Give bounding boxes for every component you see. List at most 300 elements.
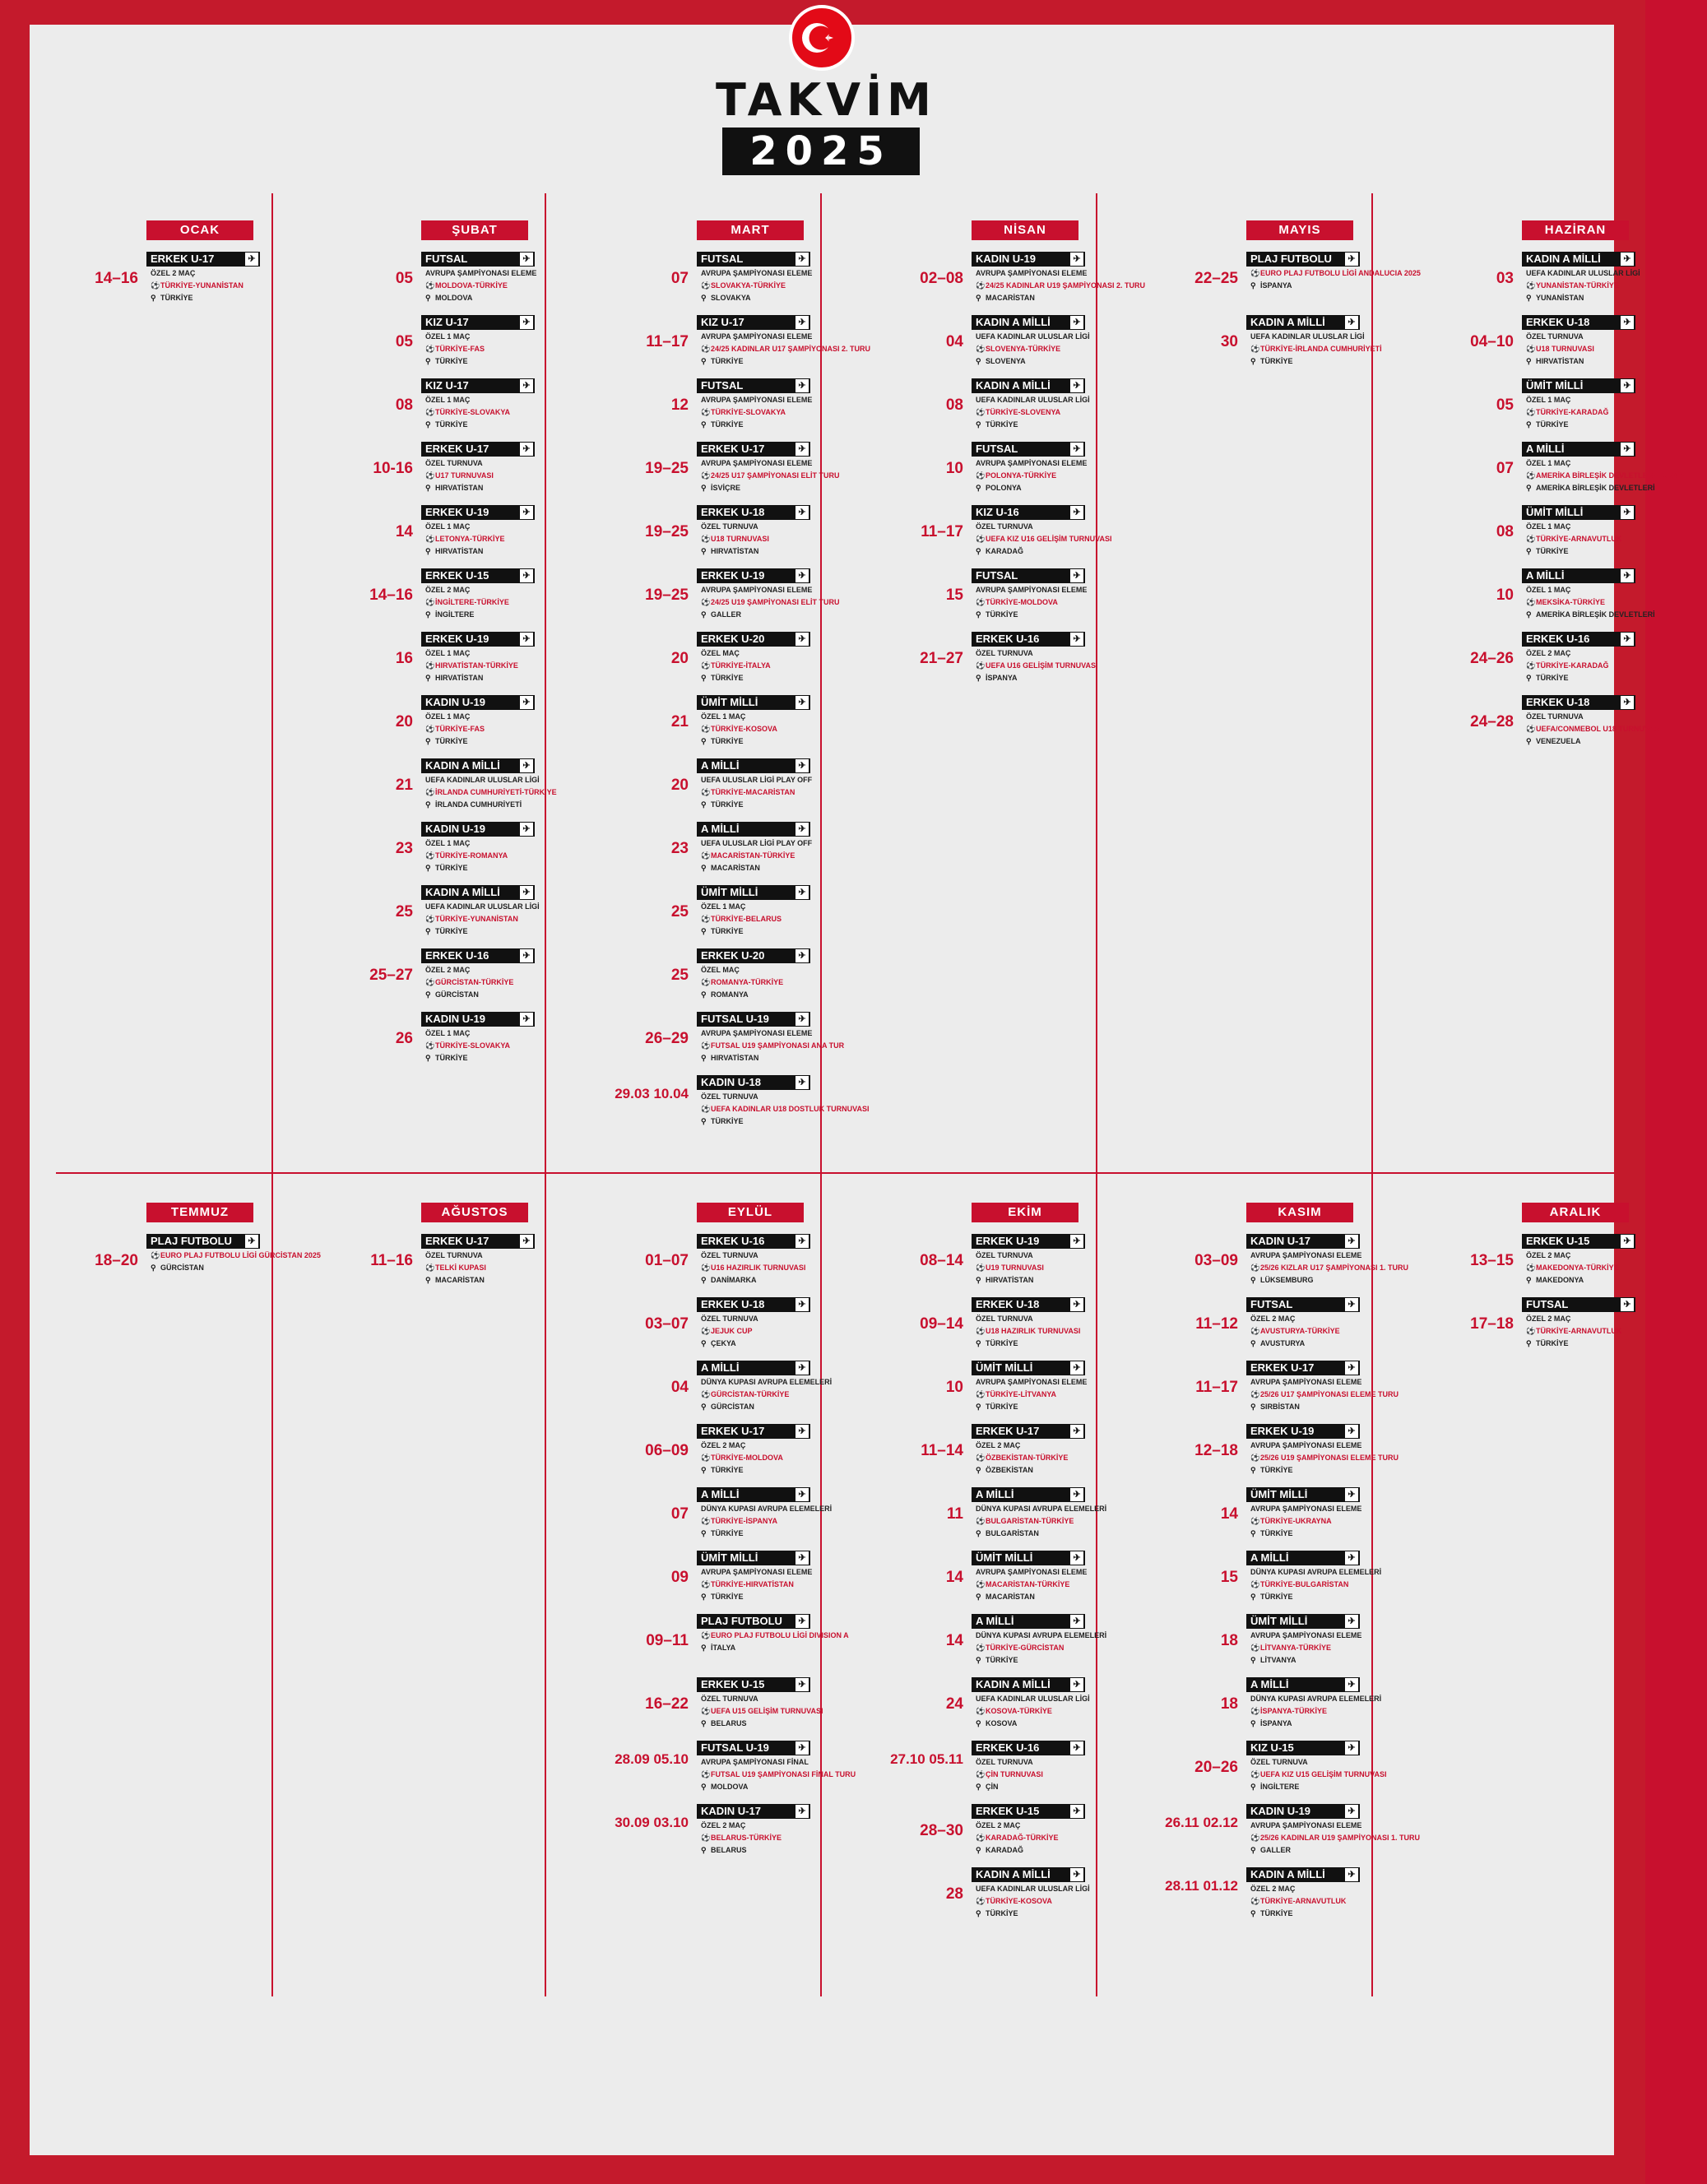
entry-date: 28	[945, 1885, 963, 1903]
venue-text	[976, 674, 1018, 683]
travel-icon: ✈	[1070, 569, 1083, 582]
entry-date: 01–07	[645, 1252, 689, 1269]
match-label: TÜRKİYE-İSPANYA	[711, 1517, 778, 1525]
row-divider	[56, 1172, 1614, 1174]
competition-text: AVRUPA ŞAMPİYONASI ELEME	[1250, 1821, 1362, 1829]
travel-icon: ✈	[245, 253, 258, 266]
match-label: 24/25 U17 ŞAMPİYONASI ELİT TURU	[711, 471, 840, 480]
team-name: KIZ U-17	[425, 379, 469, 392]
match-label: UEFA U15 GELİŞİM TURNUVASI	[711, 1707, 823, 1715]
team-label	[972, 1741, 1085, 1755]
travel-icon: ✈	[796, 1488, 809, 1501]
ball-icon: ⚽	[976, 1834, 986, 1842]
venue-text	[425, 927, 468, 936]
location-pin-icon: ⚲	[425, 420, 431, 429]
team-name: KADIN A MİLLİ	[976, 1678, 1051, 1690]
travel-icon: ✈	[796, 759, 809, 772]
travel-icon: ✈	[1070, 1361, 1083, 1375]
match-label: UEFA KIZ U15 GELİŞİM TURNUVASI	[1260, 1770, 1387, 1778]
competition-text: AVRUPA ŞAMPİYONASI ELEME	[701, 1029, 813, 1037]
venue-text	[425, 800, 522, 809]
venue-text	[1250, 1783, 1299, 1792]
team-name: ERKEK U-19	[976, 1235, 1040, 1247]
team-name: ÜMİT MİLLİ	[976, 1551, 1033, 1564]
calendar-entry	[331, 948, 606, 1011]
travel-icon: ✈	[796, 1361, 809, 1375]
location-pin-icon: ⚲	[976, 294, 981, 302]
match-label: YUNANİSTAN-TÜRKİYE	[1536, 281, 1619, 290]
entry-date: 24–26	[1470, 650, 1514, 667]
competition-text: ÖZEL 2 MAÇ	[1250, 1885, 1296, 1893]
location-pin-icon: ⚲	[425, 800, 431, 809]
ball-icon: ⚽	[425, 471, 435, 480]
team-name: ERKEK U-17	[701, 443, 765, 455]
entry-date: 14–16	[369, 587, 413, 604]
travel-icon: ✈	[520, 696, 533, 709]
team-name: FUTSAL	[976, 443, 1018, 455]
calendar-entry	[56, 252, 332, 314]
venue-label: TÜRKİYE	[986, 1909, 1018, 1917]
match-label: EURO PLAJ FUTBOLU LİGİ GÜRCİSTAN 2025	[160, 1251, 321, 1259]
calendar-entry	[881, 1361, 1157, 1423]
venue-label: TÜRKİYE	[1536, 547, 1569, 555]
match-label: 25/26 KIZLAR U17 ŞAMPİYONASI 1. TURU	[1260, 1264, 1409, 1272]
team-label	[1246, 1677, 1360, 1692]
team-label	[421, 948, 535, 963]
venue-text	[1526, 674, 1569, 683]
venue-text	[1526, 357, 1584, 366]
entry-date: 13–15	[1470, 1252, 1514, 1269]
venue-text	[701, 1529, 744, 1538]
competition-text: ÖZEL 2 MAÇ	[1526, 1315, 1571, 1323]
ball-icon: ⚽	[701, 1327, 711, 1335]
calendar-entry	[1156, 1677, 1431, 1740]
travel-icon: ✈	[1345, 316, 1358, 329]
ball-icon: ⚽	[425, 978, 435, 986]
venue-text	[425, 864, 468, 873]
location-pin-icon: ⚲	[425, 294, 431, 302]
location-pin-icon: ⚲	[151, 1264, 156, 1272]
competition-text: ÖZEL 1 MAÇ	[425, 522, 471, 531]
entry-date: 11–17	[921, 523, 963, 540]
team-label	[1522, 568, 1635, 583]
travel-icon: ✈	[796, 1298, 809, 1311]
team-label	[697, 1361, 810, 1375]
travel-icon: ✈	[1070, 1488, 1083, 1501]
team-name: FUTSAL	[701, 379, 744, 392]
ball-icon: ⚽	[701, 535, 711, 543]
location-pin-icon: ⚲	[976, 1339, 981, 1347]
ball-icon: ⚽	[151, 1251, 160, 1259]
match-text	[701, 661, 771, 670]
match-text	[1250, 1264, 1408, 1273]
ball-icon: ⚽	[701, 661, 711, 670]
location-pin-icon: ⚲	[701, 737, 707, 745]
team-label	[1246, 315, 1360, 330]
ball-icon: ⚽	[425, 1264, 435, 1272]
calendar-entry	[1431, 1297, 1707, 1360]
team-label	[972, 568, 1085, 583]
venue-text	[1250, 1909, 1293, 1918]
calendar-entry	[1156, 1741, 1431, 1803]
calendar-entry	[881, 1297, 1157, 1360]
venue-text	[976, 1783, 999, 1792]
venue-text	[976, 1593, 1035, 1602]
venue-text	[701, 420, 744, 429]
travel-icon: ✈	[1345, 1805, 1358, 1818]
team-name: A MİLLİ	[701, 759, 740, 772]
match-label: İRLANDA CUMHURİYETİ-TÜRKİYE	[435, 788, 557, 796]
competition-text: AVRUPA ŞAMPİYONASI ELEME	[701, 269, 813, 277]
team-label	[421, 378, 535, 393]
calendar-entry	[881, 1867, 1157, 1930]
venue-label: HIRVATİSTAN	[1536, 357, 1584, 365]
venue-label: GALLER	[711, 610, 741, 619]
ball-icon: ⚽	[1526, 598, 1536, 606]
venue-label: TÜRKİYE	[986, 1339, 1018, 1347]
venue-label: SIRBİSTAN	[1260, 1403, 1300, 1411]
calendar-entry	[1156, 315, 1431, 378]
venue-label: GALLER	[1260, 1846, 1291, 1854]
travel-icon: ✈	[1345, 1425, 1358, 1438]
match-text	[1250, 1770, 1387, 1779]
entry-date: 11–14	[921, 1442, 963, 1459]
competition-text: AVRUPA ŞAMPİYONASI ELEME	[701, 1568, 813, 1576]
venue-text	[701, 864, 760, 873]
entry-date: 10-16	[373, 460, 413, 477]
competition-text: ÖZEL 2 MAÇ	[976, 1821, 1021, 1829]
travel-icon: ✈	[796, 1425, 809, 1438]
venue-text	[701, 800, 744, 809]
calendar-entry	[881, 1677, 1157, 1740]
team-name: ERKEK U-17	[425, 443, 489, 455]
venue-label: KARADAĞ	[986, 1846, 1023, 1854]
match-label: TÜRKİYE-ARNAVUTLUK	[1536, 1327, 1622, 1335]
match-text	[701, 1707, 823, 1716]
match-text	[976, 535, 1112, 544]
team-label	[1246, 1487, 1360, 1502]
location-pin-icon: ⚲	[701, 674, 707, 682]
venue-text	[1250, 1593, 1293, 1602]
match-label: TÜRKİYE-ROMANYA	[435, 851, 508, 860]
entry-date: 08	[945, 396, 963, 414]
team-label	[1246, 1551, 1360, 1565]
calendar-entry	[331, 442, 606, 504]
travel-icon: ✈	[1621, 506, 1634, 519]
calendar-entry	[331, 1012, 606, 1074]
venue-label: TÜRKİYE	[435, 357, 468, 365]
team-name: ERKEK U-19	[701, 569, 765, 582]
venue-text	[701, 1403, 754, 1412]
team-name: ERKEK U-17	[701, 1425, 765, 1437]
venue-label: TÜRKİYE	[435, 420, 468, 429]
team-label	[972, 1551, 1085, 1565]
team-name: ERKEK U-16	[701, 1235, 765, 1247]
entry-date: 09–11	[646, 1632, 689, 1649]
team-name: ÜMİT MİLLİ	[1250, 1488, 1308, 1500]
competition-text: ÖZEL 1 MAÇ	[425, 1029, 471, 1037]
venue-label: TÜRKİYE	[711, 1529, 744, 1537]
entry-date: 26	[395, 1030, 413, 1047]
entry-date: 24	[945, 1695, 963, 1713]
location-pin-icon: ⚲	[1526, 1339, 1532, 1347]
entry-date: 06–09	[645, 1442, 689, 1459]
team-label	[421, 1234, 535, 1249]
team-name: ERKEK U-15	[976, 1805, 1040, 1817]
calendar-entry	[606, 1361, 882, 1423]
competition-text: ÖZEL 1 MAÇ	[425, 396, 471, 404]
location-pin-icon: ⚲	[976, 484, 981, 492]
competition-text: AVRUPA ŞAMPİYONASI FİNAL	[701, 1758, 809, 1766]
venue-text	[425, 357, 468, 366]
match-label: U18 TURNUVASI	[1536, 345, 1594, 353]
match-text	[701, 1327, 753, 1336]
ball-icon: ⚽	[701, 1707, 711, 1715]
competition-text: ÖZEL TURNUVA	[701, 1695, 758, 1703]
venue-text	[701, 1846, 747, 1855]
team-label	[972, 252, 1085, 267]
team-name: FUTSAL U-19	[701, 1741, 769, 1754]
team-label	[972, 1424, 1085, 1439]
ball-icon: ⚽	[701, 598, 711, 606]
team-label	[697, 948, 810, 963]
travel-icon: ✈	[1345, 1868, 1358, 1881]
travel-icon: ✈	[1345, 1298, 1358, 1311]
competition-text: UEFA ULUSLAR LİGİ PLAY OFF	[701, 776, 813, 784]
match-text	[701, 1041, 844, 1050]
venue-label: İSVİÇRE	[711, 484, 741, 492]
entry-date: 10	[945, 460, 963, 477]
match-label: HIRVATİSTAN-TÜRKİYE	[435, 661, 518, 670]
team-name: A MİLLİ	[701, 1488, 740, 1500]
ball-icon: ⚽	[1526, 725, 1536, 733]
match-text	[701, 1770, 856, 1779]
ball-icon: ⚽	[1250, 1897, 1260, 1905]
team-label	[421, 822, 535, 837]
venue-label: TÜRKİYE	[711, 1593, 744, 1601]
team-name: ÜMİT MİLLİ	[701, 1551, 758, 1564]
entry-date: 30	[1220, 333, 1238, 350]
team-name: PLAJ FUTBOLU	[151, 1235, 232, 1247]
team-name: FUTSAL	[1250, 1298, 1293, 1310]
venue-label: GÜRCİSTAN	[711, 1403, 754, 1411]
page-title: TAKVİM	[716, 74, 936, 126]
competition-text: DÜNYA KUPASI AVRUPA ELEMELERİ	[1250, 1695, 1382, 1703]
entry-date: 21	[395, 777, 413, 794]
venue-text	[1526, 420, 1569, 429]
travel-icon: ✈	[1070, 253, 1083, 266]
location-pin-icon: ⚲	[1526, 420, 1532, 429]
competition-text: ÖZEL 2 MAÇ	[701, 1441, 746, 1449]
venue-label: AMERİKA BİRLEŞİK DEVLETLERİ	[1536, 484, 1655, 492]
match-text	[425, 851, 508, 860]
ball-icon: ⚽	[976, 535, 986, 543]
team-label	[1522, 505, 1635, 520]
team-label	[697, 1424, 810, 1439]
match-label: 24/25 KADINLAR U17 ŞAMPİYONASI 2. TURU	[711, 345, 871, 353]
travel-icon: ✈	[796, 253, 809, 266]
venue-label: İRLANDA CUMHURİYETİ	[435, 800, 522, 809]
team-label	[146, 1234, 260, 1249]
match-label: MACARİSTAN-TÜRKİYE	[711, 851, 796, 860]
entry-date: 15	[1220, 1569, 1238, 1586]
travel-icon: ✈	[796, 949, 809, 962]
venue-text	[976, 1846, 1023, 1855]
location-pin-icon: ⚲	[1250, 1403, 1256, 1411]
location-pin-icon: ⚲	[701, 484, 707, 492]
venue-label: TÜRKİYE	[711, 674, 744, 682]
calendar-entry	[1431, 442, 1707, 504]
ball-icon: ⚽	[976, 1707, 986, 1715]
team-name: KADIN A MİLLİ	[1526, 253, 1601, 265]
venue-label: KOSOVA	[986, 1719, 1018, 1727]
venue-label: TÜRKİYE	[435, 1054, 468, 1062]
calendar-entry	[881, 252, 1157, 314]
venue-text	[425, 1276, 485, 1285]
calendar-entry	[881, 1424, 1157, 1486]
match-label: TÜRKİYE-ARNAVUTLUK	[1536, 535, 1622, 543]
team-label	[1246, 1741, 1360, 1755]
entry-date: 07	[670, 270, 689, 287]
match-text	[1526, 471, 1690, 480]
ball-icon: ⚽	[1250, 1834, 1260, 1842]
ball-icon: ⚽	[701, 408, 711, 416]
venue-label: İNGİLTERE	[435, 610, 475, 619]
competition-text: ÖZEL 1 MAÇ	[701, 902, 746, 911]
venue-label: TÜRKİYE	[711, 420, 744, 429]
match-label: TÜRKİYE-FAS	[435, 345, 485, 353]
match-label: TÜRKİYE-SLOVAKYA	[711, 408, 786, 416]
venue-label: TÜRKİYE	[986, 1403, 1018, 1411]
venue-text	[701, 547, 758, 556]
venue-text	[151, 1264, 204, 1273]
match-text	[976, 1580, 1069, 1589]
competition-text: AVRUPA ŞAMPİYONASI ELEME	[425, 269, 537, 277]
team-label	[972, 378, 1085, 393]
venue-text	[151, 294, 193, 303]
ball-icon: ⚽	[1250, 345, 1260, 353]
match-label: 25/26 KADINLAR U19 ŞAMPİYONASI 1. TURU	[1260, 1834, 1421, 1842]
team-label	[1522, 315, 1635, 330]
match-label: AVUSTURYA-TÜRKİYE	[1260, 1327, 1340, 1335]
ball-icon: ⚽	[701, 1580, 711, 1588]
match-label: FUTSAL U19 ŞAMPİYONASI FİNAL TURU	[711, 1770, 856, 1778]
calendar-entry	[606, 822, 882, 884]
entry-date: 07	[1496, 460, 1514, 477]
match-label: İSPANYA-TÜRKİYE	[1260, 1707, 1328, 1715]
ball-icon: ⚽	[976, 1897, 986, 1905]
location-pin-icon: ⚲	[1250, 1783, 1256, 1791]
ball-icon: ⚽	[425, 408, 435, 416]
calendar-entry	[606, 1741, 882, 1803]
calendar-entry	[1431, 568, 1707, 631]
match-text	[425, 661, 518, 670]
venue-text	[1526, 1276, 1584, 1285]
venue-text	[425, 610, 474, 619]
match-text	[425, 915, 518, 924]
ball-icon: ⚽	[1526, 1264, 1536, 1272]
competition-text: DÜNYA KUPASI AVRUPA ELEMELERİ	[976, 1505, 1107, 1513]
match-text	[425, 535, 505, 544]
match-label: BELARUS-TÜRKİYE	[711, 1834, 782, 1842]
venue-text	[976, 610, 1018, 619]
match-label: BULGARİSTAN-TÜRKİYE	[986, 1517, 1074, 1525]
match-label: TÜRKİYE-İTALYA	[711, 661, 771, 670]
ball-icon: ⚽	[1250, 1264, 1260, 1272]
ball-icon: ⚽	[701, 1517, 711, 1525]
match-label: UEFA U16 GELİŞİM TURNUVASI	[986, 661, 1098, 670]
match-text	[976, 1770, 1043, 1779]
venue-text	[701, 737, 744, 746]
entry-date: 05	[1496, 396, 1514, 414]
match-label: TÜRKİYE-YUNANİSTAN	[435, 915, 518, 923]
travel-icon: ✈	[1345, 1741, 1358, 1755]
entry-date: 25	[670, 903, 689, 920]
travel-icon: ✈	[1621, 379, 1634, 392]
match-label: TÜRKİYE-KOSOVA	[711, 725, 777, 733]
match-text	[151, 281, 244, 290]
match-label: SLOVENYA-TÜRKİYE	[986, 345, 1061, 353]
team-label	[697, 632, 810, 647]
location-pin-icon: ⚲	[976, 1403, 981, 1411]
location-pin-icon: ⚲	[425, 674, 431, 682]
competition-text: AVRUPA ŞAMPİYONASI ELEME	[1250, 1441, 1362, 1449]
calendar-entry	[1156, 1614, 1431, 1676]
team-label	[1522, 1234, 1635, 1249]
venue-label: TÜRKİYE	[986, 420, 1018, 429]
ball-icon: ⚽	[976, 1454, 986, 1462]
venue-label: HIRVATİSTAN	[435, 674, 484, 682]
competition-text: AVRUPA ŞAMPİYONASI ELEME	[701, 586, 813, 594]
match-text	[1250, 1580, 1348, 1589]
entry-date: 04–10	[1470, 333, 1514, 350]
travel-icon: ✈	[796, 1805, 809, 1818]
location-pin-icon: ⚲	[1526, 294, 1532, 302]
competition-text: ÖZEL TURNUVA	[1250, 1758, 1308, 1766]
venue-label: TÜRKİYE	[711, 1117, 744, 1125]
entry-date: 26–29	[645, 1030, 689, 1047]
location-pin-icon: ⚲	[976, 1276, 981, 1284]
team-name: KIZ U-16	[976, 506, 1019, 518]
venue-text	[425, 737, 468, 746]
travel-icon: ✈	[1070, 1551, 1083, 1565]
month-header: MAYIS	[1246, 220, 1353, 240]
month-header: AĞUSTOS	[421, 1203, 528, 1222]
calendar-entry	[881, 378, 1157, 441]
competition-text: ÖZEL 1 MAÇ	[1526, 522, 1571, 531]
travel-icon: ✈	[796, 696, 809, 709]
team-label	[1246, 1424, 1360, 1439]
team-label	[1522, 1297, 1635, 1312]
match-label: JEJUK CUP	[711, 1327, 753, 1335]
match-label: ROMANYA-TÜRKİYE	[711, 978, 784, 986]
entry-date: 25–27	[369, 967, 413, 984]
venue-text	[1250, 1339, 1305, 1348]
entry-date: 11–12	[1195, 1315, 1238, 1333]
travel-icon: ✈	[1070, 1298, 1083, 1311]
team-label	[697, 252, 810, 267]
calendar-entry	[56, 1234, 332, 1296]
travel-icon: ✈	[796, 1076, 809, 1089]
team-label	[697, 1741, 810, 1755]
match-label: TÜRKİYE-BELARUS	[711, 915, 782, 923]
team-label	[972, 1361, 1085, 1375]
team-name: ÜMİT MİLLİ	[701, 696, 758, 708]
team-name: KIZ U-17	[701, 316, 744, 328]
match-label: TÜRKİYE-MOLDOVA	[986, 598, 1058, 606]
competition-text: UEFA KADINLAR ULUSLAR LİGİ	[1526, 269, 1640, 277]
venue-label: GÜRCİSTAN	[160, 1264, 204, 1272]
